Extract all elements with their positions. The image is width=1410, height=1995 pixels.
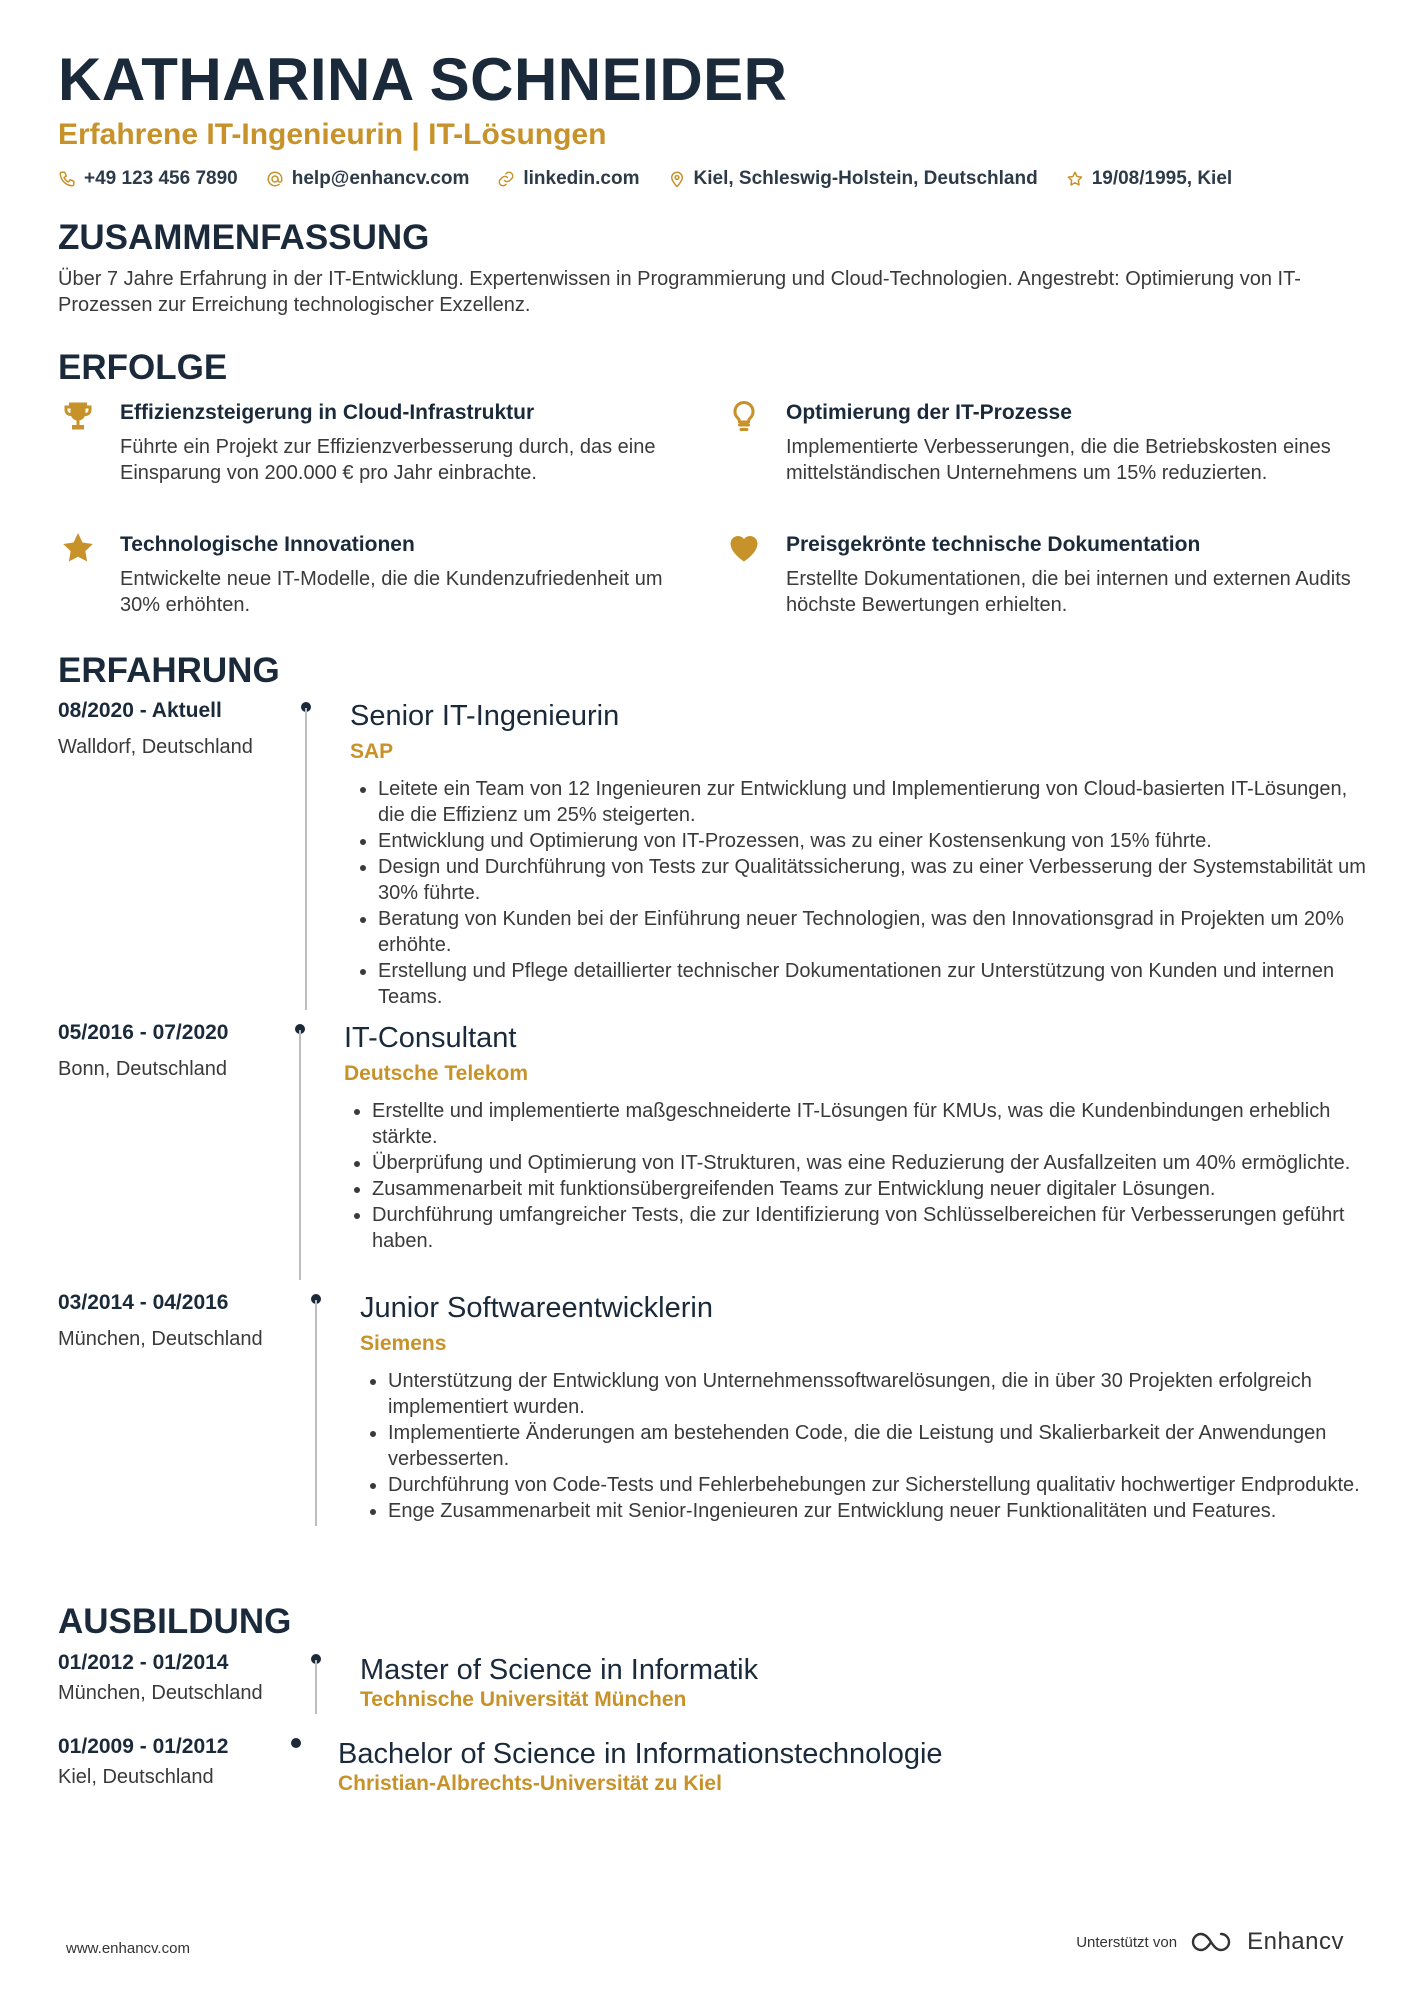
experience-entry [58, 1288, 1358, 1528]
achievement-title: Preisgekrönte technische Dokumentation [786, 533, 1201, 556]
timeline-line [315, 1660, 317, 1714]
experience-role: Senior IT-Ingenieurin [350, 700, 620, 732]
experience-bullet: • Design und Durchführung von Tests zur Qualitätssicherung, was zu einer Verbesserung der Systemstabilität um 30% führte. [378, 854, 1378, 906]
experience-bullet: • Erstellte und implementierte maßgeschneiderte IT-Lösungen für KMUs, was die Kundenbindungen erheblich stärkte. [372, 1098, 1382, 1150]
achievement-description: Führte ein Projekt zur Effizienzverbesserung durch, das eine Einsparung von 200.000 € pro Jahr einbrachte. [120, 436, 656, 484]
experience-entry [58, 1018, 1358, 1280]
experience-bullet: • Entwicklung und Optimierung von IT-Prozessen, was zu einer Kostensenkung von 15% führte. [378, 828, 1378, 854]
contact-location-text: Kiel, Schleswig-Holstein, Deutschland [693, 168, 1038, 189]
experience-bullet: • Erstellung und Pflege detaillierter technischer Dokumentationen zur Unterstützung von Kunden und internen Teams. [378, 958, 1378, 1010]
education-degree: Bachelor of Science in Informationstechnologie [338, 1738, 943, 1770]
contact-birth [1066, 168, 1233, 190]
experience-bullets [344, 1098, 1382, 1254]
experience-company: Siemens [360, 1332, 447, 1355]
enhancv-logo-icon [1189, 1929, 1235, 1955]
experience-bullets [360, 1368, 1388, 1524]
footer-website[interactable]: www.enhancv.com [66, 1940, 190, 1957]
experience-bullet: • Überprüfung und Optimierung von IT-Strukturen, was eine Reduzierung der Ausfallzeiten um 40% ermöglichte. [372, 1150, 1382, 1176]
achievement-description: Implementierte Verbesserungen, die die Betriebskosten eines mittelständischen Unternehmens um 15% reduzierten. [786, 436, 1331, 484]
experience-bullet: • Durchführung umfangreicher Tests, die zur Identifizierung von Schlüsselbereichen für Verbesserungen geführt haben. [372, 1202, 1382, 1254]
contact-birth-text: 19/08/1995, Kiel [1091, 168, 1233, 189]
experience-location: Bonn, Deutschland [58, 1058, 228, 1080]
experience-role: IT-Consultant [344, 1022, 517, 1054]
education-entry [58, 1648, 1358, 1718]
education-location: Kiel, Deutschland [58, 1766, 214, 1788]
timeline-line [305, 708, 307, 1010]
education-location: München, Deutschland [58, 1682, 263, 1704]
education-dates: 01/2009 - 01/2012 [58, 1735, 229, 1758]
contact-location [668, 168, 1038, 190]
contact-email-text: help@enhancv.com [291, 168, 470, 189]
education-dates: 01/2012 - 01/2014 [58, 1651, 229, 1674]
achievement-title: Technologische Innovationen [120, 533, 415, 556]
timeline-line [299, 1030, 301, 1280]
experience-location: Walldorf, Deutschland [58, 736, 253, 758]
brand-name: Enhancv [1247, 1928, 1344, 1955]
experience-dates: 08/2020 - Aktuell [58, 699, 222, 722]
education-entry [58, 1732, 1358, 1802]
achievement-title: Effizienzsteigerung in Cloud-Infrastruktur [120, 401, 535, 424]
phone-icon [58, 170, 76, 188]
experience-company: Deutsche Telekom [344, 1062, 529, 1085]
summary-title: ZUSAMMENFASSUNG [58, 218, 430, 257]
contact-linkedin-text: linkedin.com [523, 168, 640, 189]
education-title: AUSBILDUNG [58, 1602, 292, 1641]
star-icon [60, 530, 96, 566]
contact-email[interactable] [266, 168, 470, 190]
education-school: Technische Universität München [360, 1688, 687, 1711]
resume-page [58, 0, 1366, 1995]
footer-branding[interactable] [1076, 1928, 1344, 1956]
achievements-title: ERFOLGE [58, 348, 228, 387]
experience-location: München, Deutschland [58, 1328, 263, 1350]
experience-bullet: • Leitete ein Team von 12 Ingenieuren zur Entwicklung und Implementierung von Cloud-basierten IT-Lösungen, die die Effizienz um 25% steigerten. [378, 776, 1378, 828]
contact-linkedin[interactable] [497, 168, 639, 190]
experience-entry [58, 696, 1366, 1016]
education-degree: Master of Science in Informatik [360, 1654, 759, 1686]
experience-title: ERFAHRUNG [58, 651, 280, 690]
experience-bullets [350, 776, 1378, 1010]
headline: Erfahrene IT-Ingenieurin | IT-Lösungen [58, 118, 607, 151]
experience-bullet: • Unterstützung der Entwicklung von Unternehmenssoftwarelösungen, die in über 30 Projekten erfolgreich implementiert wurden. [388, 1368, 1388, 1420]
star-outline-icon [1066, 170, 1084, 188]
trophy-icon [60, 398, 96, 434]
experience-bullet: • Implementierte Änderungen am bestehenden Code, die die Leistung und Skalierbarkeit der Anwendungen verbesserten. [388, 1420, 1388, 1472]
experience-role: Junior Softwareentwicklerin [360, 1292, 713, 1324]
experience-bullet: • Durchführung von Code-Tests und Fehlerbehebungen zur Sicherstellung qualitativ hochwertiger Endprodukte. [388, 1472, 1388, 1498]
link-icon [497, 170, 515, 188]
summary-text: Über 7 Jahre Erfahrung in der IT-Entwicklung. Expertenwissen in Programmierung und Cloud-Technologien. Angestrebt: Optimierung von IT-Prozessen zur Erreichung technologischer Exzellenz. [58, 268, 1301, 316]
timeline-line [315, 1300, 317, 1526]
lightbulb-icon [726, 398, 762, 434]
contact-phone-text: +49 123 456 7890 [84, 168, 238, 189]
location-pin-icon [668, 170, 686, 188]
candidate-name: KATHARINA SCHNEIDER [58, 46, 788, 113]
experience-dates: 03/2014 - 04/2016 [58, 1291, 229, 1314]
experience-company: SAP [350, 740, 394, 763]
contact-phone[interactable] [58, 168, 238, 190]
achievement-description: Erstellte Dokumentationen, die bei internen und externen Audits höchste Bewertungen erhielten. [786, 568, 1351, 616]
at-icon [266, 170, 284, 188]
contact-bar [58, 168, 1232, 190]
powered-by-text: Unterstützt von [1076, 1933, 1178, 1951]
experience-dates: 05/2016 - 07/2020 [58, 1021, 229, 1044]
experience-bullet: • Zusammenarbeit mit funktionsübergreifenden Teams zur Entwicklung neuer digitaler Lösungen. [372, 1176, 1382, 1202]
experience-bullet: • Enge Zusammenarbeit mit Senior-Ingenieuren zur Entwicklung neuer Funktionalitäten und Features. [388, 1498, 1388, 1524]
experience-bullet: • Beratung von Kunden bei der Einführung neuer Technologien, was den Innovationsgrad in Projekten um 20% erhöhte. [378, 906, 1378, 958]
achievement-description: Entwickelte neue IT-Modelle, die die Kundenzufriedenheit um 30% erhöhten. [120, 568, 663, 616]
timeline-dot [291, 1738, 301, 1748]
heart-icon [726, 530, 762, 566]
education-school: Christian-Albrechts-Universität zu Kiel [338, 1772, 722, 1795]
achievement-title: Optimierung der IT-Prozesse [786, 401, 1072, 424]
